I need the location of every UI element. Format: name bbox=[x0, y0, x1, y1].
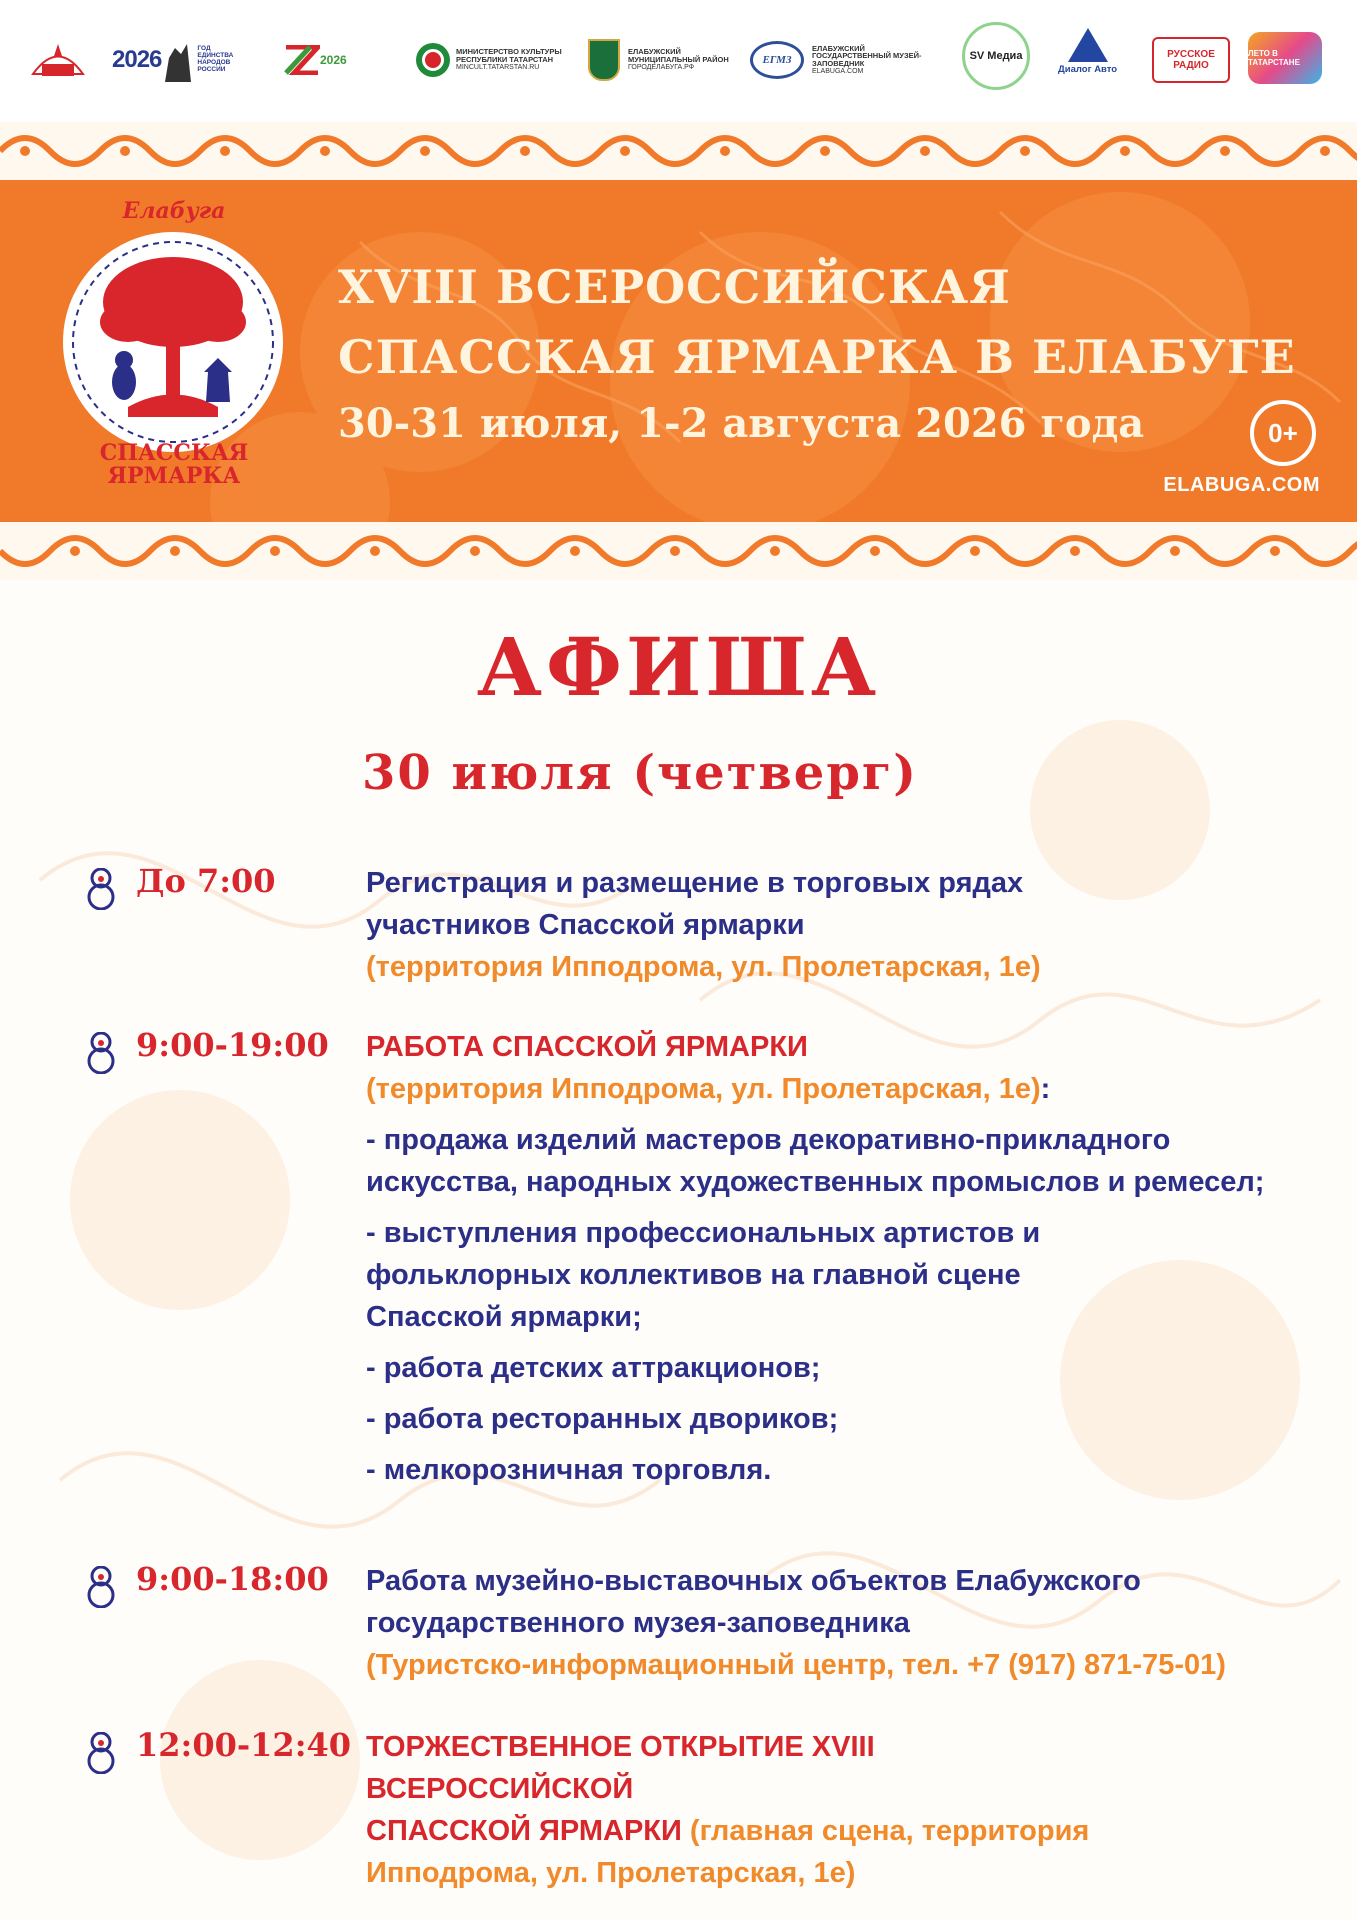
matryoshka-icon bbox=[86, 1566, 116, 1608]
schedule-description bbox=[366, 1726, 1126, 1894]
poster-heading: АФИША bbox=[476, 620, 881, 714]
schedule-time: 9:00-19:00 bbox=[136, 1026, 329, 1064]
schedule-list-item: - продажа изделий мастеров декоративно-прикладного искусства, народных художественных промыслов и ремесел; bbox=[366, 1124, 1265, 1198]
fair-logo-city: Елабуга bbox=[122, 198, 226, 224]
russkoe-radio-logo bbox=[1152, 30, 1230, 90]
schedule-list-item: - работа детских аттракционов; bbox=[366, 1352, 821, 1384]
dialog-auto-logo bbox=[1058, 28, 1117, 88]
district-url: ГОРОДЕЛАБУГА.РФ bbox=[628, 64, 695, 72]
dialog-auto-label: Диалог Авто bbox=[1058, 64, 1118, 75]
schedule-time: 9:00-18:00 bbox=[136, 1560, 329, 1598]
schedule-description bbox=[366, 1026, 1286, 1491]
event-dates: 30-31 июля, 1-2 августа 2026 года bbox=[338, 400, 1145, 447]
city-emblem-logo bbox=[28, 30, 88, 90]
schedule-place: (территория Ипподрома, ул. Пролетарская, 1е) bbox=[366, 951, 1041, 983]
year-of-unity-text: ГОД ЕДИНСТВА НАРОДОВ РОССИИ bbox=[197, 45, 234, 73]
schedule-list-item: - выступления профессиональных артистов и фольклорных коллективов на главной сцене Спасской ярмарки; bbox=[366, 1217, 1041, 1333]
schedule-place: (территория Ипподрома, ул. Пролетарская, 1е) bbox=[366, 1073, 1041, 1105]
header-banner bbox=[0, 122, 1357, 580]
museum-name: ЕЛАБУЖСКИЙ ГОСУДАРСТВЕННЫЙ МУЗЕЙ-ЗАПОВЕДНИК bbox=[812, 43, 922, 69]
museum-mark-icon: ЕГМЗ bbox=[750, 41, 804, 79]
emblem-icon bbox=[28, 34, 88, 86]
site-url: ELABUGA.COM bbox=[1163, 474, 1320, 496]
summer-tatarstan-label: ЛЕТО В ТАТАРСТАНЕ bbox=[1248, 32, 1322, 84]
schedule-list-item: - мелкорозничная торговля. bbox=[366, 1454, 772, 1486]
district-name: ЕЛАБУЖСКИЙ МУНИЦИПАЛЬНЫЙ РАЙОН bbox=[628, 47, 729, 65]
event-title-line2: СПАССКАЯ ЯРМАРКА В ЕЛАБУГЕ bbox=[338, 330, 1296, 384]
event-title-line1: XVIII ВСЕРОССИЙСКАЯ bbox=[338, 260, 1011, 314]
schedule-place: (Туристско-информационный центр, тел. +7 (917) 871-75-01) bbox=[366, 1649, 1226, 1681]
schedule-text-line2: государственного музея-заповедника bbox=[366, 1607, 910, 1639]
ornament-band-bottom bbox=[0, 522, 1357, 580]
schedule-title-cont: СПАССКОЙ ЯРМАРКИ bbox=[366, 1815, 682, 1847]
matryoshka-icon bbox=[86, 868, 116, 910]
year-label: 2026 bbox=[112, 46, 162, 73]
event-title bbox=[338, 252, 1298, 392]
monument-icon bbox=[161, 38, 195, 82]
triangle-icon bbox=[1068, 28, 1108, 62]
schedule-description bbox=[366, 1560, 1286, 1686]
z-mark-icon bbox=[284, 45, 320, 75]
ornament-band-top bbox=[0, 122, 1357, 180]
schedule-time: До 7:00 bbox=[136, 862, 276, 900]
z-2026-year: 2026 bbox=[320, 52, 347, 67]
schedule-time: 12:00-12:40 bbox=[136, 1726, 352, 1764]
ministry-url: MINCULT.TATARSTAN.RU bbox=[456, 64, 540, 72]
sponsor-logo-strip bbox=[0, 0, 1357, 122]
schedule-title: ТОРЖЕСТВЕННОЕ ОТКРЫТИЕ XVIII ВСЕРОССИЙСКОЙ bbox=[366, 1731, 875, 1805]
z-2026-logo bbox=[284, 30, 376, 90]
schedule-text-line1: Регистрация и размещение в торговых рядах bbox=[366, 867, 1024, 899]
sv-media-logo bbox=[962, 26, 1030, 86]
schedule-place: (главная сцена, территория Ипподрома, ул. Пролетарская, 1е) bbox=[366, 1815, 1090, 1889]
matryoshka-icon bbox=[86, 1732, 116, 1774]
schedule-text-line2: участников Спасской ярмарки bbox=[366, 909, 805, 941]
summer-tatarstan-logo bbox=[1248, 28, 1322, 88]
district-logo bbox=[588, 30, 740, 90]
age-rating-badge: 0+ bbox=[1250, 400, 1316, 466]
museum-logo bbox=[750, 30, 944, 90]
sv-media-label: SV Медиа bbox=[962, 22, 1030, 90]
district-shield-icon bbox=[588, 39, 620, 81]
year-of-unity-logo bbox=[112, 30, 245, 90]
tatarstan-emblem-icon bbox=[416, 43, 450, 77]
ministry-name: МИНИСТЕРСТВО КУЛЬТУРЫ РЕСПУБЛИКИ ТАТАРСТАН bbox=[456, 47, 562, 65]
schedule-place-suffix: : bbox=[1040, 1073, 1051, 1105]
fair-logo-name: СПАССКАЯ ЯРМАРКА bbox=[99, 440, 249, 490]
schedule-title: РАБОТА СПАССКОЙ ЯРМАРКИ bbox=[366, 1031, 808, 1063]
schedule-description bbox=[366, 862, 1286, 988]
ministry-logo bbox=[416, 30, 586, 90]
day-heading: 30 июля (четверг) bbox=[361, 745, 919, 801]
matryoshka-icon bbox=[86, 1032, 116, 1074]
museum-url: ELABUGA.COM bbox=[812, 68, 864, 76]
schedule-list-item: - работа ресторанных двориков; bbox=[366, 1403, 839, 1435]
schedule-text-line1: Работа музейно-выставочных объектов Елабужского bbox=[366, 1565, 1141, 1597]
russkoe-radio-label: РУССКОЕ РАДИО bbox=[1152, 37, 1230, 83]
